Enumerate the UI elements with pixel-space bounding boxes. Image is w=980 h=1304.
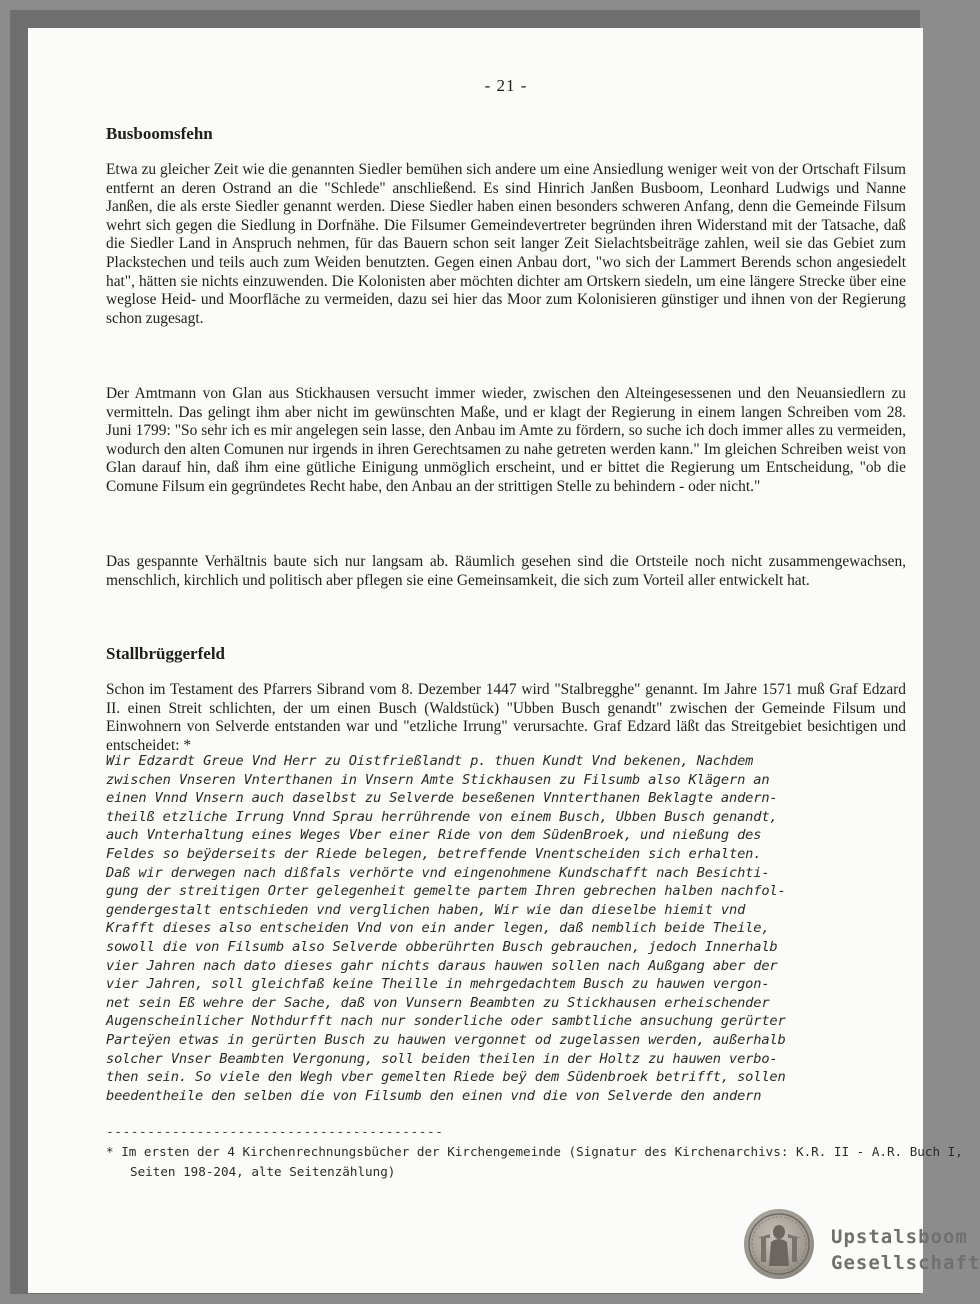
quote-line: vier Jahren nach dato dieses gahr nichts daraus hauwen sollen nach Außgang aber der bbox=[106, 957, 778, 974]
quote-line: solcher Vnser Beambten Vergonung, soll beiden theilen in der Holtz zu hauwen verbo- bbox=[106, 1050, 778, 1067]
quote-line: Feldes so beÿderseits der Riede belegen, betreffende Vnentscheiden sich erhalten. bbox=[106, 845, 762, 862]
section-title-stallbrueggerfeld: Stallbrüggerfeld bbox=[106, 644, 225, 663]
quote-line: einen Vnnd Vnsern auch daselbst zu Selverde beseßenen Vnnterthanen Beklagte andern- bbox=[106, 790, 778, 807]
page-number: - 21 - bbox=[484, 76, 528, 95]
quote-line: auch Vnterhaltung eines Weges Vber einer Ride von dem SüdenBroek, und nießung des bbox=[106, 827, 762, 844]
footnote bbox=[106, 1142, 963, 1182]
footnote-line bbox=[106, 1142, 963, 1162]
paragraph: Schon im Testament des Pfarrers Sibrand vom 8. Dezember 1447 wird "Stalbregghe" genannt. Im Jahre 1571 muß Graf Edzard II. einen Streit schlichten, der um einen Busch (Waldstück) "Ubben Busch genandt" zwischen der Gemeinde Filsum und Einwohnern von Selverde entstanden war und "etzliche Irrung" verursachte. Graf Edzard läßt das Streitgebiet besichtigen und entscheidet: * bbox=[106, 681, 906, 754]
brand-line: Upstalsboom bbox=[831, 1226, 968, 1248]
historic-quote bbox=[106, 752, 906, 1105]
quote-line: then sein. So viele den Wegh vber gemelten Riede beÿ dem Südenbroek betrifft, sollen bbox=[106, 1069, 786, 1086]
footnote-marker: * bbox=[106, 1144, 114, 1159]
quote-line: net sein Eß wehre der Sache, daß von Vunsern Beambten zu Stickhausen erheischender bbox=[106, 994, 770, 1011]
quote-line: vier Jahren, soll gleichfaß keine Theille in mehrgedachtem Busch zu hauwen vergon- bbox=[106, 976, 770, 993]
quote-line: Wir Edzardt Greue Vnd Herr zu Oistfrießlandt p. thuen Kundt Vnd bekenen, Nachdem bbox=[106, 753, 754, 769]
seal-emblem-icon bbox=[743, 1208, 815, 1280]
quote-line: beedentheile den selben die von Filsumb den einen vnd die von Selverde den andern bbox=[106, 1087, 762, 1104]
quote-line: gung der streitigen Orter gelegenheit gemelte partem Ihren gebrechen halben nachfol- bbox=[106, 883, 786, 900]
footnote-divider: ----------------------------------------- bbox=[106, 1125, 444, 1140]
document-page bbox=[28, 28, 980, 1293]
section-title-busboomsfehn: Busboomsfehn bbox=[106, 124, 213, 143]
brand-line: Gesellschaft bbox=[831, 1252, 980, 1274]
paragraph: Etwa zu gleicher Zeit wie die genannten Siedler bemühen sich andere um eine Ansiedlung weniger weit von der Ortschaft Filsum entfernt an deren Ostrand an die "Schlede" anschließend. Es sind Hinrich Janßen Busboom, Leonhard Ludwigs und Nanne Janßen, die als erste Siedler genannt werden. Diese Siedler haben einen besonders schweren Anfang, denn die Gemeinde Filsum wehrt sich gegen die Siedlung in Dorfnähe. Die Filsumer Gemeindevertreter begründen ihren Widerstand mit der Tatsache, daß die Siedler Land in Anspruch nehmen, für das Bauern schon seit langer Zeit Sielachtsbeiträge zahlen, weil sie das Gebiet zum Plackstechen und teils auch zum Weiden benutzten. Gegen einen Anbau dort, "wo sich der Lammert Berends schon angesiedelt hat", hätten sie nichts einzuwenden. Die Kolonisten aber möchten dichter am Ortskern siedeln, um eine längere Strecke über eine weglose Heid- und Moorfläche zu vermeiden, dazu sei hier das Moor zum Kolonisieren günstiger und ihnen von der Regierung schon zugesagt. bbox=[106, 161, 906, 327]
paragraph: Der Amtmann von Glan aus Stickhausen versucht immer wieder, zwischen den Alteingesessenen und den Neuansiedlern zu vermitteln. Das gelingt ihm aber nicht im gewünschten Maße, und er klagt der Regierung in einem langen Schreiben vom 28. Juni 1799: "So sehr ich es mir angelegen sein lasse, den Anbau im Amte zu fördern, so suche ich doch immer alles zu vermeiden, wodurch den alten Comunen nur irgends in ihren Gerechtsamen zu nahe getreten werden kann." Im gleichen Schreiben weist von Glan darauf hin, daß ihm eine gütliche Einigung unmöglich erscheint, und er bittet die Regierung um Entscheidung, "ob die Comune Filsum ein gegründetes Recht habe, den Anbau an der strittigen Stelle zu behindern - oder nicht." bbox=[106, 385, 906, 495]
quote-line: theilß etzliche Irrung Vnnd Sprau herrührende von einem Busch, Ubben Busch genandt, bbox=[106, 808, 778, 825]
scan-frame bbox=[10, 10, 980, 1294]
quote-line: Augenscheinlicher Nothdurfft nach nur sonderliche oder sambtliche ansuchung gerürter bbox=[106, 1013, 786, 1030]
quote-line: Krafft dieses also entscheiden Vnd von ein ander legen, daß nemblich beide Theile, bbox=[106, 920, 770, 937]
footnote-line: Seiten 198-204, alte Seitenzählung) bbox=[130, 1164, 396, 1179]
quote-line: Daß wir derwegen nach dißfals verhörte vnd eingenohmene Kundschafft nach Besichti- bbox=[106, 864, 770, 881]
paragraph: Das gespannte Verhältnis baute sich nur langsam ab. Räumlich gesehen sind die Ortsteile noch nicht zusammengewachsen, menschlich, kirchlich und politisch aber pflegen sie eine Gemeinsamkeit, die sich zum Vorteil aller entwickelt hat. bbox=[106, 553, 906, 589]
quote-line: sowoll die von Filsumb also Selverde obberührten Busch gebrauchen, jedoch Innerhalb bbox=[106, 938, 778, 955]
quote-line: Parteÿen etwas in gerürten Busch zu hauwen vergonnet od zugelassen werden, außerhalb bbox=[106, 1031, 786, 1048]
quote-line: zwischen Vnseren Vnterthanen in Vnsern Amte Stickhausen zu Filsumb also Klägern an bbox=[106, 771, 770, 788]
quote-line: gendergestalt entschieden vnd verglichen haben, Wir wie dan dieselbe hiemit vnd bbox=[106, 901, 746, 918]
footnote-text: Im ersten der 4 Kirchenrechnungsbücher der Kirchengemeinde (Signatur des Kirchenarchivs: K.R. II - A.R. Buch I, bbox=[121, 1144, 963, 1159]
brand-wordmark bbox=[831, 1224, 980, 1276]
